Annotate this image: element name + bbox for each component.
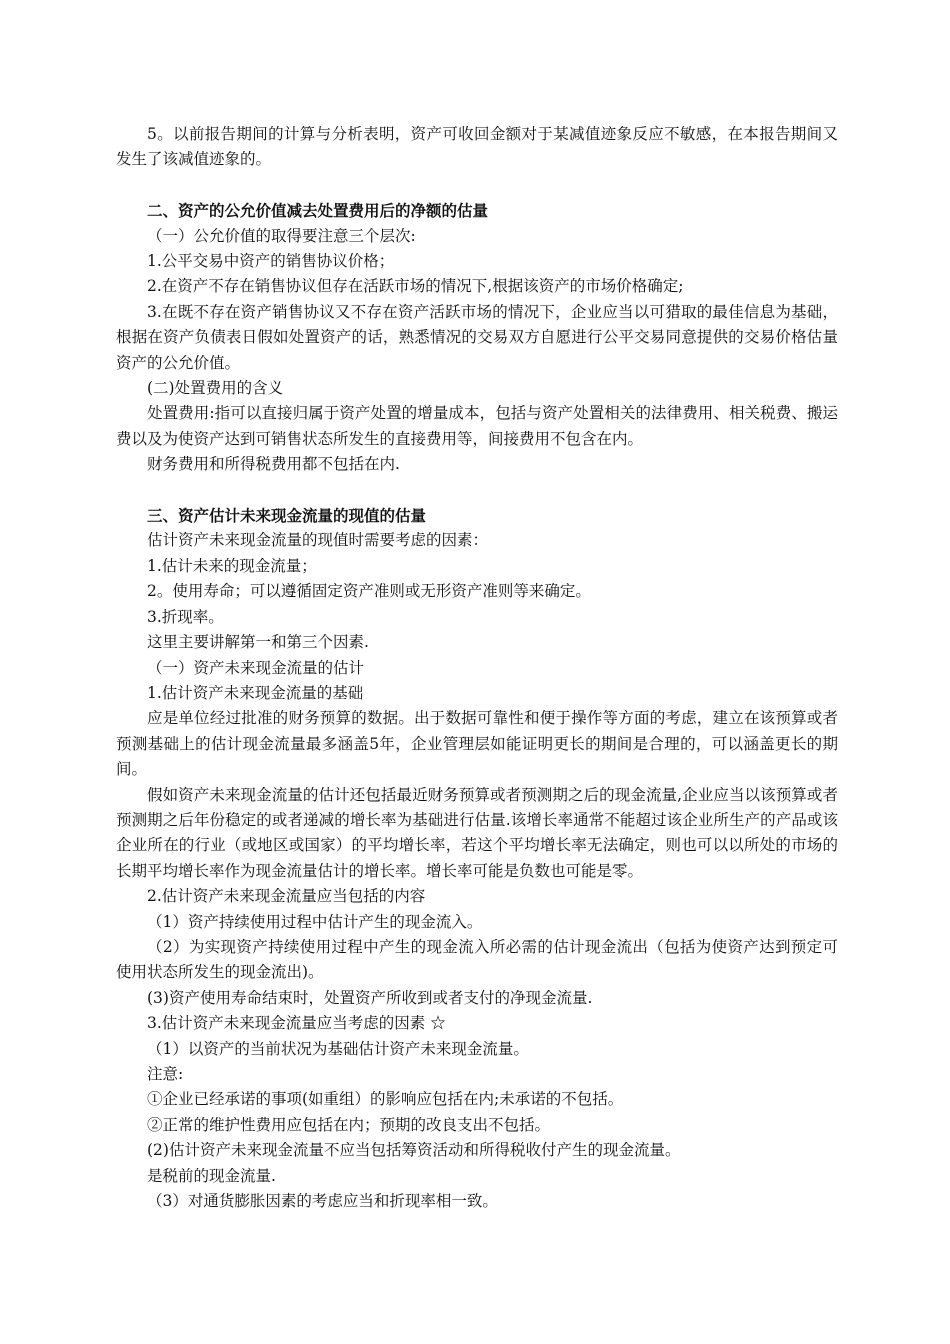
paragraph: 应是单位经过批准的财务预算的数据。出于数据可靠性和便于操作等方面的考虑，建立在该预算或者预测基础上的估计现金流量最多涵盖5年，企业管理层如能证明更长的期间是合理的，可以涵盖更长的期间。 [116,709,838,779]
paragraph: 2。使用寿命；可以遵循固定资产准则或无形资产准则等来确定。 [147,582,591,601]
paragraph: （一）资产未来现金流量的估计 [147,658,365,677]
paragraph: 3.估计资产未来现金流量应当考虑的因素 ☆ [147,1014,446,1033]
paragraph: （1）以资产的当前状况为基础估计资产未来现金流量。 [147,1039,529,1058]
paragraph: 1.估计资产未来现金流量的基础 [147,683,364,702]
paragraph: 这里主要讲解第一和第三个因素. [147,633,369,652]
section-heading-2: 二、资产的公允价值减去处置费用后的净额的估量 [147,201,489,221]
paragraph: 2.在资产不存在销售协议但存在活跃市场的情况下,根据该资产的市场价格确定; [147,277,684,296]
paragraph: (2)估计资产未来现金流量不应当包括筹资活动和所得税收付产生的现金流量。 [147,1141,681,1160]
paragraph: 财务费用和所得税费用都不包括在内. [147,455,400,474]
paragraph: 注意: [147,1065,184,1083]
spacer [116,478,838,503]
section-heading-3: 三、资产估计未来现金流量的现值的估量 [147,506,427,526]
paragraph: 1.估计未来的现金流量； [147,556,317,575]
paragraph: (3)资产使用寿命结束时，处置资产所收到或者支付的净现金流量. [147,988,593,1007]
paragraph: 3.在既不存在资产销售协议又不存在资产活跃市场的情况下，企业应当以可猎取的最佳信息为基础，根据在资产负债表日假如处置资产的话，熟悉情况的交易双方自愿进行公平交易同意提供的交易价格估量资产的公允价值。 [116,302,838,372]
paragraph: 3.折现率。 [147,607,224,626]
paragraph-1: 5。以前报告期间的计算与分析表明，资产可收回金额对于某减值迹象反应不敏感，在本报告期间又发生了该减值迹象的。 [116,125,838,169]
paragraph: 估计资产未来现金流量的现值时需要考虑的因素： [147,531,489,550]
paragraph: 处置费用:指可以直接归属于资产处置的增量成本，包括与资产处置相关的法律费用、相关税费、搬运费以及为使资产达到可销售状态所发生的直接费用等，间接费用不包含在内。 [116,404,838,448]
paragraph: (二)处置费用的含义 [147,379,284,398]
paragraph: 1.公平交易中资产的销售协议价格； [147,252,395,271]
spacer [116,173,838,198]
document-page [116,122,838,1214]
paragraph: （1）资产持续使用过程中估计产生的现金流入。 [147,912,483,931]
paragraph: ①企业已经承诺的事项(如重组）的影响应包括在内;未承诺的不包括。 [147,1090,624,1109]
paragraph: ②正常的维护性费用应包括在内；预期的改良支出不包括。 [147,1115,551,1134]
paragraph: 是税前的现金流量. [147,1166,276,1185]
paragraph: 2.估计资产未来现金流量应当包括的内容 [147,887,426,906]
paragraph: （2）为实现资产持续使用过程中产生的现金流入所必需的估计现金流出（包括为使资产达到预定可使用状态所发生的现金流出)。 [116,937,838,982]
paragraph: （一）公允价值的取得要注意三个层次: [147,226,416,245]
paragraph: （3）对通货膨胀因素的考虑应当和折现率相一致。 [147,1192,498,1211]
paragraph: 假如资产未来现金流量的估计还包括最近财务预算或者预测期之后的现金流量,企业应当以该预算或者预测期之后年份稳定的或者递减的增长率为基础进行估量.该增长率通常不能超过该企业所生产的产品或该企业所在的行业（或地区或国家）的平均增长率，若这个平均增长率无法确定，则也可以以所处的市场的长期平均增长率作为现金流量估计的增长率。增长率可能是负数也可能是零。 [116,785,838,880]
